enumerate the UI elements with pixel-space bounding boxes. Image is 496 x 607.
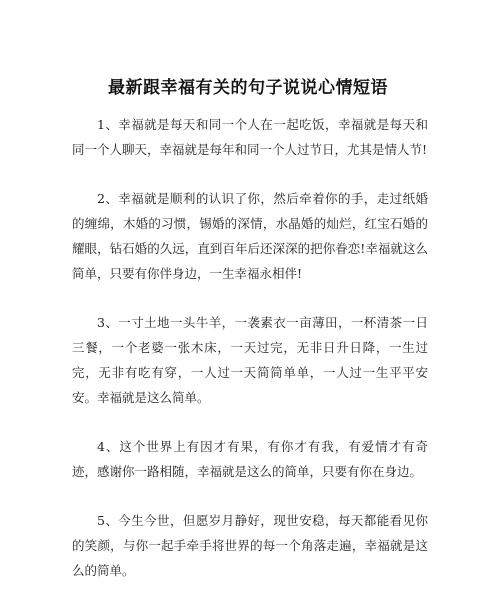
document-body xyxy=(72,112,428,607)
paragraph-4: 4、这个世界上有因才有果，有你才有我，有爱情才有奇迹，感谢你一路相随，幸福就是这么的简单，只要有你在身边。 xyxy=(72,439,428,479)
paragraph-1: 1、幸福就是每天和同一个人在一起吃饭，幸福就是每天和同一个人聊天，幸福就是每年和同一个人过节日，尤其是情人节! xyxy=(72,117,428,157)
paragraph-2: 2、幸福就是顺利的认识了你，然后牵着你的手，走过纸婚的缠绵，木婚的习惯，锡婚的深情，水晶婚的灿烂，红宝石婚的耀眼，钻石婚的久远，直到百年后还深深的把你眷恋!幸福就这么简单，只要有你伴身边，一生幸福永相伴! xyxy=(72,191,428,281)
paragraph-5: 5、今生今世，但愿岁月静好，现世安稳，每天都能看见你的笑颜，与你一起手牵手将世界的每一个角落走遍，幸福就是这么的简单。 xyxy=(72,513,428,578)
document-title: 最新跟幸福有关的句子说说心情短语 xyxy=(108,78,388,98)
paragraph-3: 3、一寸土地一头牛羊，一袭素衣一亩薄田，一杯清茶一日三餐，一个老婆一张木床，一天过完，无非日升日降，一生过完，无非有吃有穿，一人过一天简简单单，一人过一生平平安安。幸福就是这么简单。 xyxy=(72,315,428,405)
